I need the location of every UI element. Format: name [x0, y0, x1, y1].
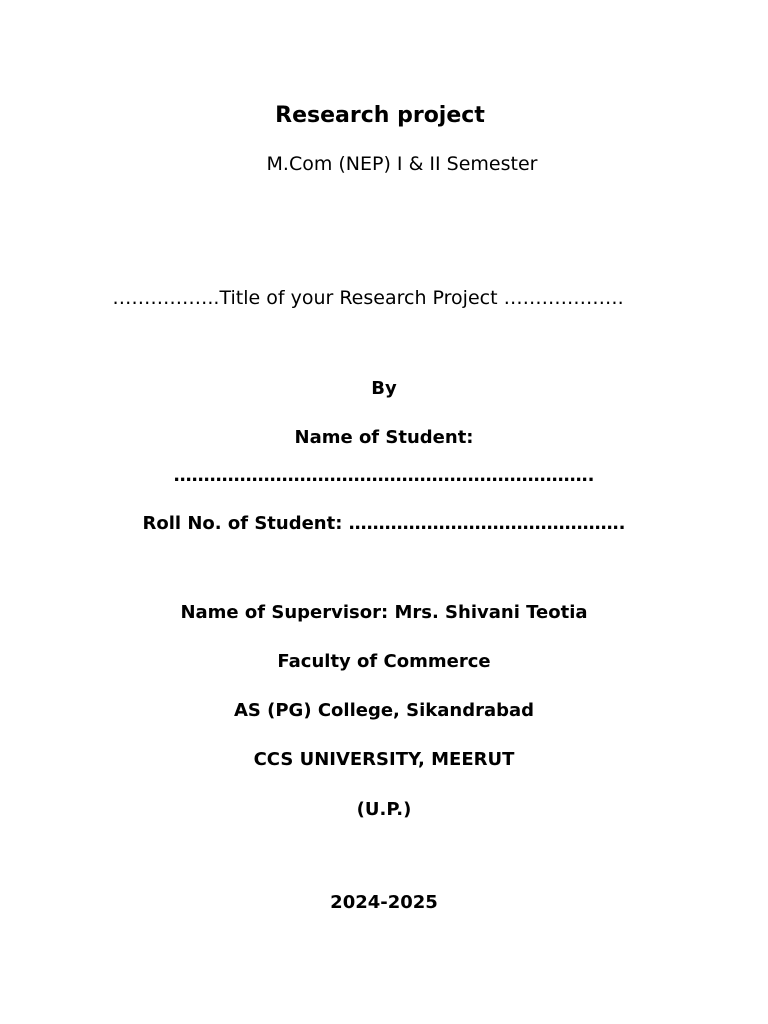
college-line: AS (PG) College, Sikandrabad — [233, 700, 535, 721]
project-title-placeholder: ……………..Title of your Research Project ………………. — [112, 287, 624, 309]
roll-number-line: Roll No. of Student: ………………………………………. — [142, 513, 626, 534]
student-name-blank: ……………………………………………………………. — [173, 465, 595, 486]
by-label: By — [371, 378, 397, 399]
supervisor-line: Name of Supervisor: Mrs. Shivani Teotia — [180, 602, 588, 623]
session-line: 2024-2025 — [330, 892, 438, 913]
faculty-line: Faculty of Commerce — [277, 651, 491, 672]
state-line: (U.P.) — [356, 799, 412, 820]
university-line: CCS UNIVERSITY, MEERUT — [253, 749, 515, 770]
document-heading: Research project — [275, 103, 485, 128]
course-subtitle: M.Com (NEP) I & II Semester — [266, 153, 538, 175]
student-name-label: Name of Student: — [294, 427, 474, 448]
